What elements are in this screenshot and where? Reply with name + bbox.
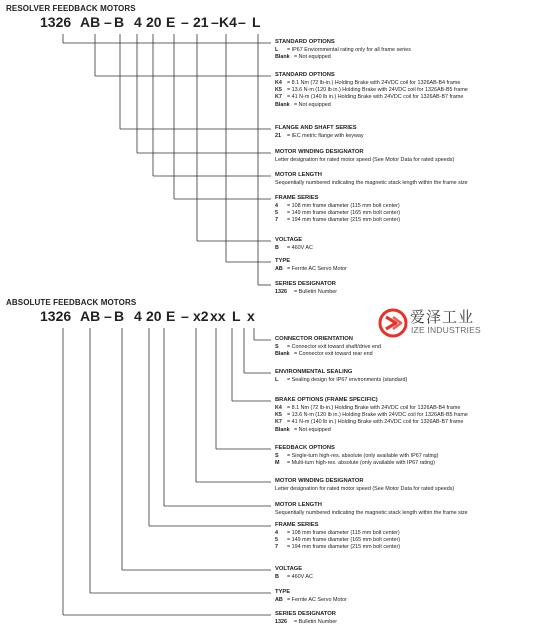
option-code: L: [275, 376, 279, 383]
option-heading: MOTOR LENGTH: [275, 502, 322, 508]
code-segment: 1326: [40, 308, 72, 324]
code-dash: –: [238, 14, 246, 30]
option-description: = Not equipped: [294, 54, 331, 60]
option-code: Blank: [275, 54, 290, 60]
code-dash: –: [181, 308, 189, 324]
option-code: Blank: [275, 351, 290, 357]
code-segment: 4: [134, 14, 142, 30]
option-description: = Connector exit toward rear end: [294, 351, 373, 357]
option-heading: VOLTAGE: [275, 237, 303, 243]
option-description: = IP67 Enviornmental rating only for all frame series: [287, 46, 411, 53]
option-heading: ENVIRONMENTAL SEALING: [275, 369, 353, 375]
option-code: B: [275, 244, 279, 251]
option-description: = 13.6 N-m (120 lb in.) Holding Brake with 24VDC coil for 1326AB-B5 frame: [287, 412, 468, 418]
code-segment: 4: [134, 308, 142, 324]
option-heading: MOTOR WINDING DESIGNATOR: [275, 478, 364, 484]
option-description: = 460V AC: [287, 573, 313, 580]
option-description: Sequentially numbered indicating the magnetic stack length within the frame size: [275, 509, 468, 516]
code-segment: L: [232, 308, 241, 324]
logo-name-cn: 爱泽工业: [410, 308, 475, 326]
logo-mark-icon: [378, 308, 408, 338]
code-segment: 20: [146, 14, 162, 30]
option-description: = 194 mm frame diameter (215 mm bolt center): [287, 217, 401, 224]
option-description: = Multi-turn high-res. absolute (only available with IP67 rating): [287, 460, 435, 466]
code-dash: –: [211, 14, 219, 30]
code-segment: B: [114, 14, 125, 30]
option-description: Sequentially numbered indicating the magnetic stack length within the frame size: [275, 179, 468, 186]
option-code: 1326: [275, 618, 287, 625]
option-code: 7: [275, 544, 278, 551]
option-code: K4: [275, 404, 282, 411]
code-segment: AB: [80, 14, 101, 30]
option-code: S: [275, 452, 279, 459]
option-heading: TYPE: [275, 589, 291, 595]
option-description: = 8.1 Nm (72 lb-in.) Holding Brake with 24VDC coil for 1326AB-B4 frame: [287, 79, 461, 86]
option-code: L: [275, 46, 279, 53]
code-segment: E: [166, 14, 176, 30]
option-heading: FLANGE AND SHAFT SERIES: [275, 125, 357, 131]
option-heading: STANDARD OPTIONS: [275, 39, 335, 45]
option-description: = 108 mm frame diameter (115 mm bolt center): [287, 202, 400, 209]
code-segment: AB: [80, 308, 101, 324]
option-description: = 13.6 N-m (120 lb in.) Holding Brake with 24VDC coil for 1326AB-B5 frame: [287, 87, 468, 93]
option-description: Letter designation for rated motor speed (See Motor Data for rated speeds): [275, 485, 455, 492]
code-segment: x2: [193, 308, 209, 324]
code-dash: –: [181, 14, 189, 30]
option-code: K7: [275, 419, 282, 426]
code-segment: K4: [219, 14, 237, 30]
option-heading: CONNECTOR ORIENTATION: [275, 336, 353, 342]
option-heading: FRAME SERIES: [275, 195, 319, 201]
option-heading: MOTOR WINDING DESIGNATOR: [275, 149, 364, 155]
option-code: 7: [275, 217, 278, 224]
option-code: AB: [275, 265, 283, 272]
option-description: = IEC metric flange with keyway: [287, 132, 364, 139]
option-description: = Single-turn high-res. absolute (only available with IP67 rating): [287, 452, 439, 459]
option-description: = Sealing design for IP67 environments (standard): [287, 376, 408, 383]
option-description: = 108 mm frame diameter (115 mm bolt center): [287, 529, 400, 536]
code-segment: xx: [210, 308, 226, 324]
code-segment: 20: [146, 308, 162, 324]
option-description: = Ferrite AC Servo Motor: [287, 596, 347, 603]
code-segment: B: [114, 308, 125, 324]
option-code: M: [275, 460, 280, 466]
code-segment: L: [252, 14, 261, 30]
option-code: K5: [275, 412, 282, 418]
option-description: Letter designation for rated motor speed (See Motor Data for rated speeds): [275, 156, 455, 163]
option-description: = Bulletin Number: [294, 618, 337, 625]
option-heading: SERIES DESIGNATOR: [275, 281, 336, 287]
logo-name-en: IZE INDUSTRIES: [411, 325, 481, 335]
option-heading: FRAME SERIES: [275, 522, 319, 528]
option-code: 4: [275, 529, 278, 536]
option-description: = 41 N-m (140 lb in.) Holding Brake with 24VDC coil for 1326AB-B7 frame: [287, 94, 464, 101]
option-code: 5: [275, 210, 278, 216]
code-segment: 21: [193, 14, 209, 30]
section-title: RESOLVER FEEDBACK MOTORS: [6, 4, 136, 13]
option-heading: VOLTAGE: [275, 566, 303, 572]
code-segment: E: [166, 308, 176, 324]
option-heading: SERIES DESIGNATOR: [275, 611, 336, 617]
option-code: AB: [275, 596, 283, 603]
option-description: = 8.1 Nm (72 lb-in.) Holding Brake with 24VDC coil for 1326AB-B4 frame: [287, 404, 461, 411]
option-code: B: [275, 573, 279, 580]
option-heading: MOTOR LENGTH: [275, 172, 322, 178]
option-description: = 460V AC: [287, 244, 313, 251]
code-segment: 1326: [40, 14, 72, 30]
option-code: S: [275, 343, 279, 350]
option-description: = Not equipped: [294, 426, 331, 433]
option-description: = Connector exit toward shaft/drive end: [287, 343, 381, 350]
option-heading: BRAKE OPTIONS (FRAME SPECIFIC): [275, 397, 378, 403]
option-code: K7: [275, 94, 282, 101]
option-code: Blank: [275, 426, 290, 433]
option-heading: TYPE: [275, 258, 291, 264]
option-description: = Not equipped: [294, 101, 331, 108]
code-dash: –: [104, 14, 112, 30]
option-heading: STANDARD OPTIONS: [275, 72, 335, 78]
option-code: K4: [275, 79, 282, 86]
option-code: Blank: [275, 101, 290, 108]
option-description: = 149 mm frame diameter (165 mm bolt center): [287, 210, 401, 216]
option-code: 21: [275, 132, 281, 139]
option-description: = 194 mm frame diameter (215 mm bolt center): [287, 544, 401, 551]
option-description: = 41 N-m (140 lb in.) Holding Brake with 24VDC coil for 1326AB-B7 frame: [287, 419, 464, 426]
option-heading: FEEDBACK OPTIONS: [275, 445, 335, 451]
code-dash: –: [104, 308, 112, 324]
option-description: = Bulletin Number: [294, 288, 337, 295]
option-code: 5: [275, 537, 278, 543]
option-code: 1326: [275, 288, 287, 295]
ize-industries-logo: [378, 306, 498, 340]
option-code: 4: [275, 202, 278, 209]
code-segment: x: [247, 308, 255, 324]
section-title: ABSOLUTE FEEDBACK MOTORS: [6, 298, 137, 307]
option-description: = 149 mm frame diameter (165 mm bolt center): [287, 537, 401, 543]
option-description: = Ferrite AC Servo Motor: [287, 265, 347, 272]
option-code: K5: [275, 87, 282, 93]
